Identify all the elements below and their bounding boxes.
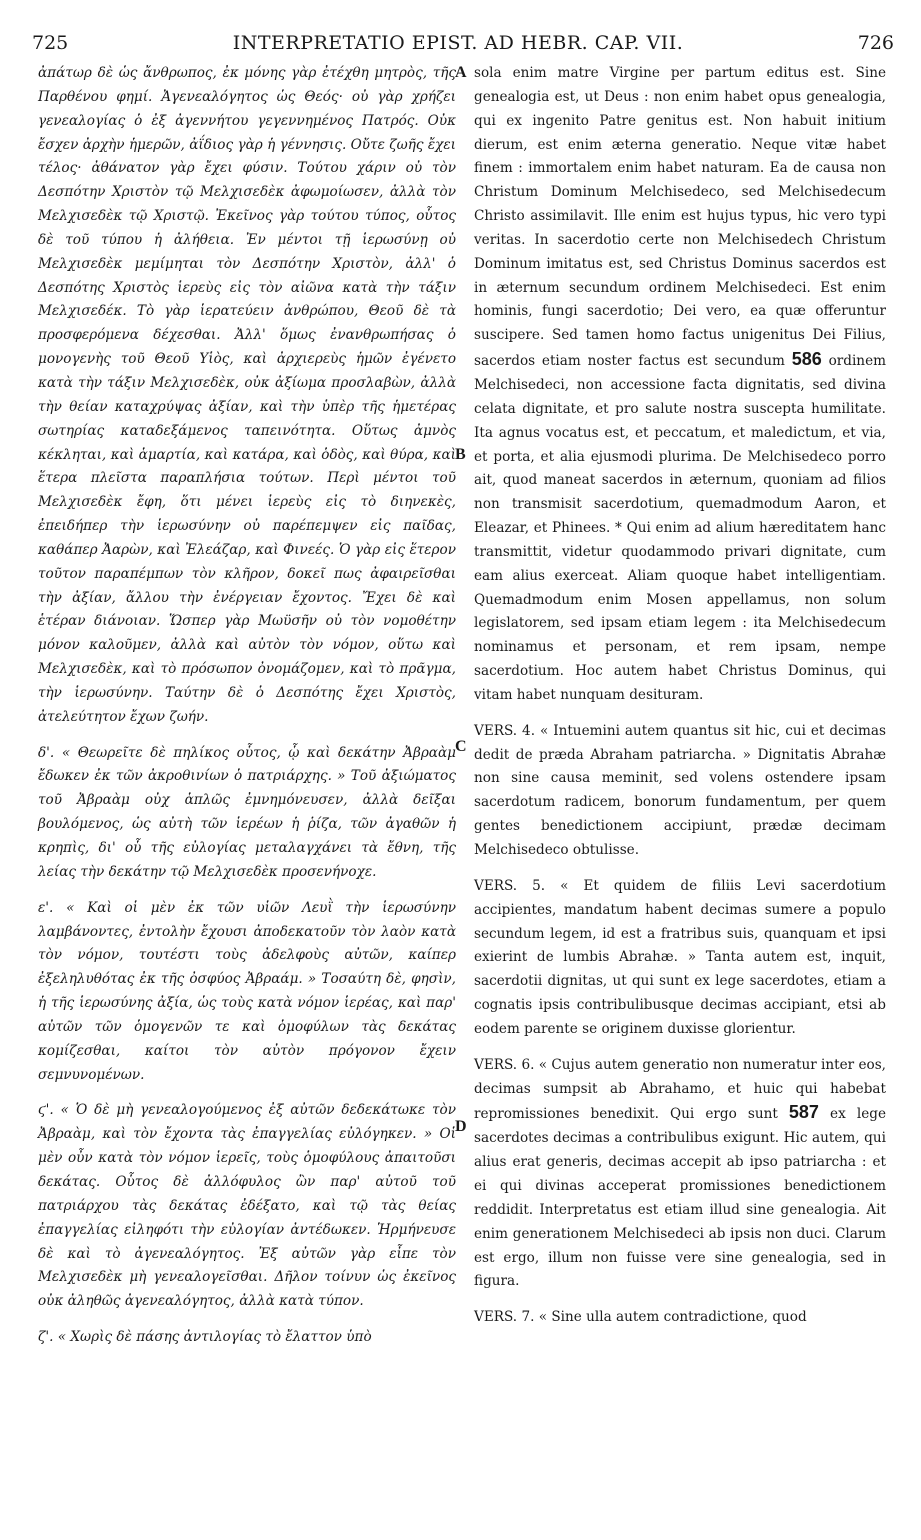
column-number: 586 xyxy=(791,349,822,370)
latin-paragraph: VERS. 7. « Sine ulla autem contradictione, quod xyxy=(474,1309,807,1326)
latin-paragraph xyxy=(474,1054,886,1294)
latin-paragraph: VERS. 4. « Intuemini autem quantus sit hic, cui et decimas dedit de præda Abraham patriarcha. » Dignitatis Abrahæ non sine causa meminit, sed volens ostendere ipsam sacerdotum radicem, bonorum fundamentum, per quem gentes benedictionem accipiunt, prædæ decimam Melchisedeco obtulisse. xyxy=(474,722,886,858)
greek-paragraph: ε'. « Καὶ οἱ μὲν ἐκ τῶν υἱῶν Λευῒ τὴν ἱερωσύνην λαμβάνοντες, ἐντολὴν ἔχουσι ἀποδεκατοῦν τὸν λαὸν κατὰ τὸν νόμον, τουτέστι τοὺς ἀδελφοὺς αὐτῶν, καίπερ ἐξεληλυθότας ἐκ τῆς ὀσφύος Ἀβραάμ. » Τοσαύτη δὲ, φησὶν, ἡ τῆς ἱερωσύνης ἀξία, ὡς τοὺς κατὰ νόμον ἱερέας, καὶ παρ' αὐτῶν τῶν ὁμογενῶν τε καὶ ὁμοφύλων τὰς δεκάτας κομίζεσθαι, καίτοι τὸν αὐτὸν πρόγονον ἔχειν σεμνυνομένων. xyxy=(38,899,456,1083)
section-marker-b: B xyxy=(455,446,466,463)
section-marker-d: D xyxy=(455,1118,467,1135)
page-number-right: 726 xyxy=(857,32,894,54)
latin-text: ex lege sacerdotes decimas a contribulibus exigunt. Hic autem, qui alius erat generis, decimas accepit ab ipso patriarcha : et ei qui divinas acceperat promissiones benedictionem reddidit. Interpretatus est etiam illud sine genealogia. Ait enim generationem Melchisedeci ab ipsis non duci. Clarum est ergo, illum non fuisse vere sine genealogia, sed in figura. xyxy=(474,1106,886,1290)
greek-column xyxy=(38,62,456,1350)
latin-text: ordinem Melchisedeci, non accessione facta dignitatis, sed divina celata dignitate, et pro salute nostra suscepta humilitate. Ita agnus vocatus est, et peccatum, et maledictum, et via, et porta, et alia ejusmodi plurima. De Melchisedeco porro ait, quod maneat sacerdos in æternum, quoniam ad filios non transmisit sacerdotium, quemadmodum Aaron, et Eleazar, et Phinees. * Qui enim ad alium hæreditatem hanc transmittit, videtur quodammodo privari dignitate, cum eam alius exerceat. Aliam quoque habet intelligentiam. Quemadmodum enim Mosen appellamus, non solum legislatorem, sed ipsam etiam legem : ita Melchisedecum nominamus et personam, et rem ipsam, nempe sacerdotium. Hoc autem habet Christus Dominus, qui vitam habet nunquam desituram. xyxy=(474,353,886,703)
running-header xyxy=(22,32,894,60)
latin-text: VERS. 6. « Cujus autem generatio non numeratur inter eos, decimas sumpsit ab Abrahamo, et huic qui habebat repromissiones benedixit. Qui ergo sunt xyxy=(474,1056,886,1123)
latin-paragraph xyxy=(474,62,886,708)
section-marker-a: A xyxy=(455,64,467,81)
page-number-left: 725 xyxy=(32,32,69,54)
latin-paragraph: VERS. 5. « Et quidem de filiis Levi sacerdotium accipientes, mandatum habent decimas sumere a populo secundum legem, id est a fratribus suis, quanquam et ipsi exierint de lumbis Abrahæ. » Tanta autem est, inquit, sacerdotii dignitas, ut qui sunt ex lege sacerdotes, etiam a cognatis ipsis contribulibusque decimas accipiant, etsi ab eodem parente se originem duxisse glorientur. xyxy=(474,877,886,1037)
section-marker-c: C xyxy=(455,738,467,755)
latin-column xyxy=(474,62,886,1330)
greek-paragraph: ἀπάτωρ δὲ ὡς ἄνθρωπος, ἐκ μόνης γὰρ ἐτέχθη μητρὸς, τῆς Παρθένου φημί. Ἀγενεαλόγητος ὡς Θεός· οὐ γὰρ χρήζει γενεαλογίας ὁ ἐξ ἀγεννήτου γεγεννημένος Πατρός. Οὐκ ἔσχεν ἀρχὴν ἡμερῶν, ἀΐδιος γὰρ ἡ γέννησις. Οὔτε ζωῆς ἔχει τέλος· ἀθάνατον γὰρ ἔχει φύσιν. Τούτου χάριν οὐ τὸν Δεσπότην Χριστὸν τῷ Μελχισεδὲκ ἀφωμοίωσεν, ἀλλὰ τὸν Μελχισεδὲκ τῷ Χριστῷ. Ἐκεῖνος γὰρ τούτου τύπος, οὗτος δὲ τοῦ τύπου ἡ ἀλήθεια. Ἐν μέντοι τῇ ἱερωσύνῃ οὐ Μελχισεδὲκ μεμίμηται τὸν Δεσπότην Χριστὸν, ἀλλ' ὁ Δεσπότης Χριστὸς ἱερεὺς εἰς τὸν αἰῶνα κατὰ τὴν τάξιν Μελχισεδέκ. Τὸ γὰρ ἱερατεύειν ἀνθρώπου, Θεοῦ δὲ τὰ προσφερόμενα δέχεσθαι. Ἀλλ' ὅμως ἐνανθρωπήσας ὁ μονογενὴς τοῦ Θεοῦ Υἱὸς, καὶ ἀρχιερεὺς ἡμῶν ἐγένετο κατὰ τὴν τάξιν Μελχισεδὲκ, οὐκ ἀξίωμα προσλαβὼν, ἀλλὰ τὴν θείαν καταχρύψας ἀξίαν, καὶ τὴν ὑπὲρ τῆς ἡμετέρας σωτηρίας καταδεξάμενος ταπεινότητα. Οὕτως ἀμνὸς κέκληται, καὶ ἁμαρτία, καὶ κατάρα, καὶ ὁδὸς, καὶ θύρα, καὶ ἕτερα πλεῖστα παραπλήσια τούτων. Περὶ μέντοι τοῦ Μελχισεδὲκ ἔφη, ὅτι μένει ἱερεὺς εἰς τὸ διηνεκὲς, ἐπειδήπερ τὴν ἱερωσύνην οὐ παρέπεμψεν εἰς παῖδας, καθάπερ Ἀαρὼν, καὶ Ἐλεάζαρ, καὶ Φινεές. Ὁ γὰρ εἰς ἕτερον τοῦτον παραπέμπων τὸν κλῆρον, δοκεῖ πως ἀφαιρεῖσθαι τὴν ἀξίαν, ἄλλου τὴν ἐνέργειαν ἔχοντος. Ἔχει δὲ καὶ ἑτέραν διάνοιαν. Ὥσπερ γὰρ Μωϋσῆν οὐ τὸν νομοθέτην μόνον καλοῦμεν, ἀλλὰ καὶ αὐτὸν τὸν νόμον, οὕτω καὶ Μελχισεδὲκ, καὶ τὸ πρόσωπον ὀνομάζομεν, καὶ τὸ πρᾶγμα, τὴν ἱερωσύνην. Ταύτην δὲ ὁ Δεσπότης ἔχει Χριστὸς, ἀτελεύτητον ἔχων ζωήν. xyxy=(38,65,456,725)
greek-paragraph: δ'. « Θεωρεῖτε δὲ πηλίκος οὗτος, ᾧ καὶ δεκάτην Ἀβραὰμ ἔδωκεν ἐκ τῶν ἀκροθινίων ὁ πατριάρχης. » Τοῦ ἀξιώματος τοῦ Ἀβραὰμ οὐχ ἁπλῶς ἐμνημόνευσεν, ἀλλὰ δεῖξαι βουλόμενος, ὡς αὐτὴ τῶν ἱερέων ἡ ῥίζα, τῶν ἀγαθῶν ἡ κρηπὶς, δι' οὗ τῆς εὐλογίας μεταλαγχάνει τὰ ἔθνη, τῆς λείας τὴν δεκάτην τῷ Μελχισεδὲκ προσενήνοχε. xyxy=(38,744,456,880)
running-title: INTERPRETATIO EPIST. AD HEBR. CAP. VII. xyxy=(232,32,684,54)
column-number: 587 xyxy=(788,1102,819,1123)
greek-paragraph: ζ'. « Χωρὶς δὲ πάσης ἀντιλογίας τὸ ἔλαττον ὑπὸ xyxy=(38,1329,372,1346)
greek-paragraph: ϛ'. « Ὁ δὲ μὴ γενεαλογούμενος ἐξ αὐτῶν δεδεκάτωκε τὸν Ἀβραὰμ, καὶ τὸν ἔχοντα τὰς ἐπαγγελίας εὐλόγηκεν. » Οἱ μὲν οὖν κατὰ τὸν νόμον ἱερεῖς, τοὺς ὁμοφύλους ἀπαιτοῦσι δεκάτας. Οὗτος δὲ ἀλλόφυλος ὢν παρ' αὐτοῦ τοῦ πατριάρχου τὰς δεκάτας ἐδέξατο, καὶ τῷ τὰς θείας ἐπαγγελίας εἰληφότι τὴν εὐλογίαν ἀντέδωκεν. Ἡρμήνευσε δὲ καὶ τὸ ἀγενεαλόγητος. Ἐξ αὐτῶν γὰρ εἶπε τὸν Μελχισεδὲκ μὴ γενεαλογεῖσθαι. Δῆλον τοίνυν ὡς ἐκεῖνος οὐκ ἀληθῶς ἀγενεαλόγητος, ἀλλὰ κατὰ τύπον. xyxy=(38,1102,456,1310)
latin-text: sola enim matre Virgine per partum editus est. Sine genealogia est, ut Deus : non enim habet opus genealogia, qui ex ingenito Patre genitus est. Non habuit initium dierum, est enim æterna generatio. Neque vitæ habet finem : immortalem enim habet naturam. Ea de causa non Christum Dominum Melchisedeco, sed Melchisedecum Christo assimilavit. Ille enim est hujus typus, hic vero typi veritas. In sacerdotio certe non Melchisedech Christum Dominum imitatus est, sed Christus Dominus sacerdos est in æternum secundum ordinem Melchisedeci. Est enim hominis, fungi sacerdotio; Dei vero, ea quæ offeruntur suscipere. Sed tamen homo factus unigenitus Dei Filius, sacerdos etiam noster factus est secundum xyxy=(474,65,886,370)
